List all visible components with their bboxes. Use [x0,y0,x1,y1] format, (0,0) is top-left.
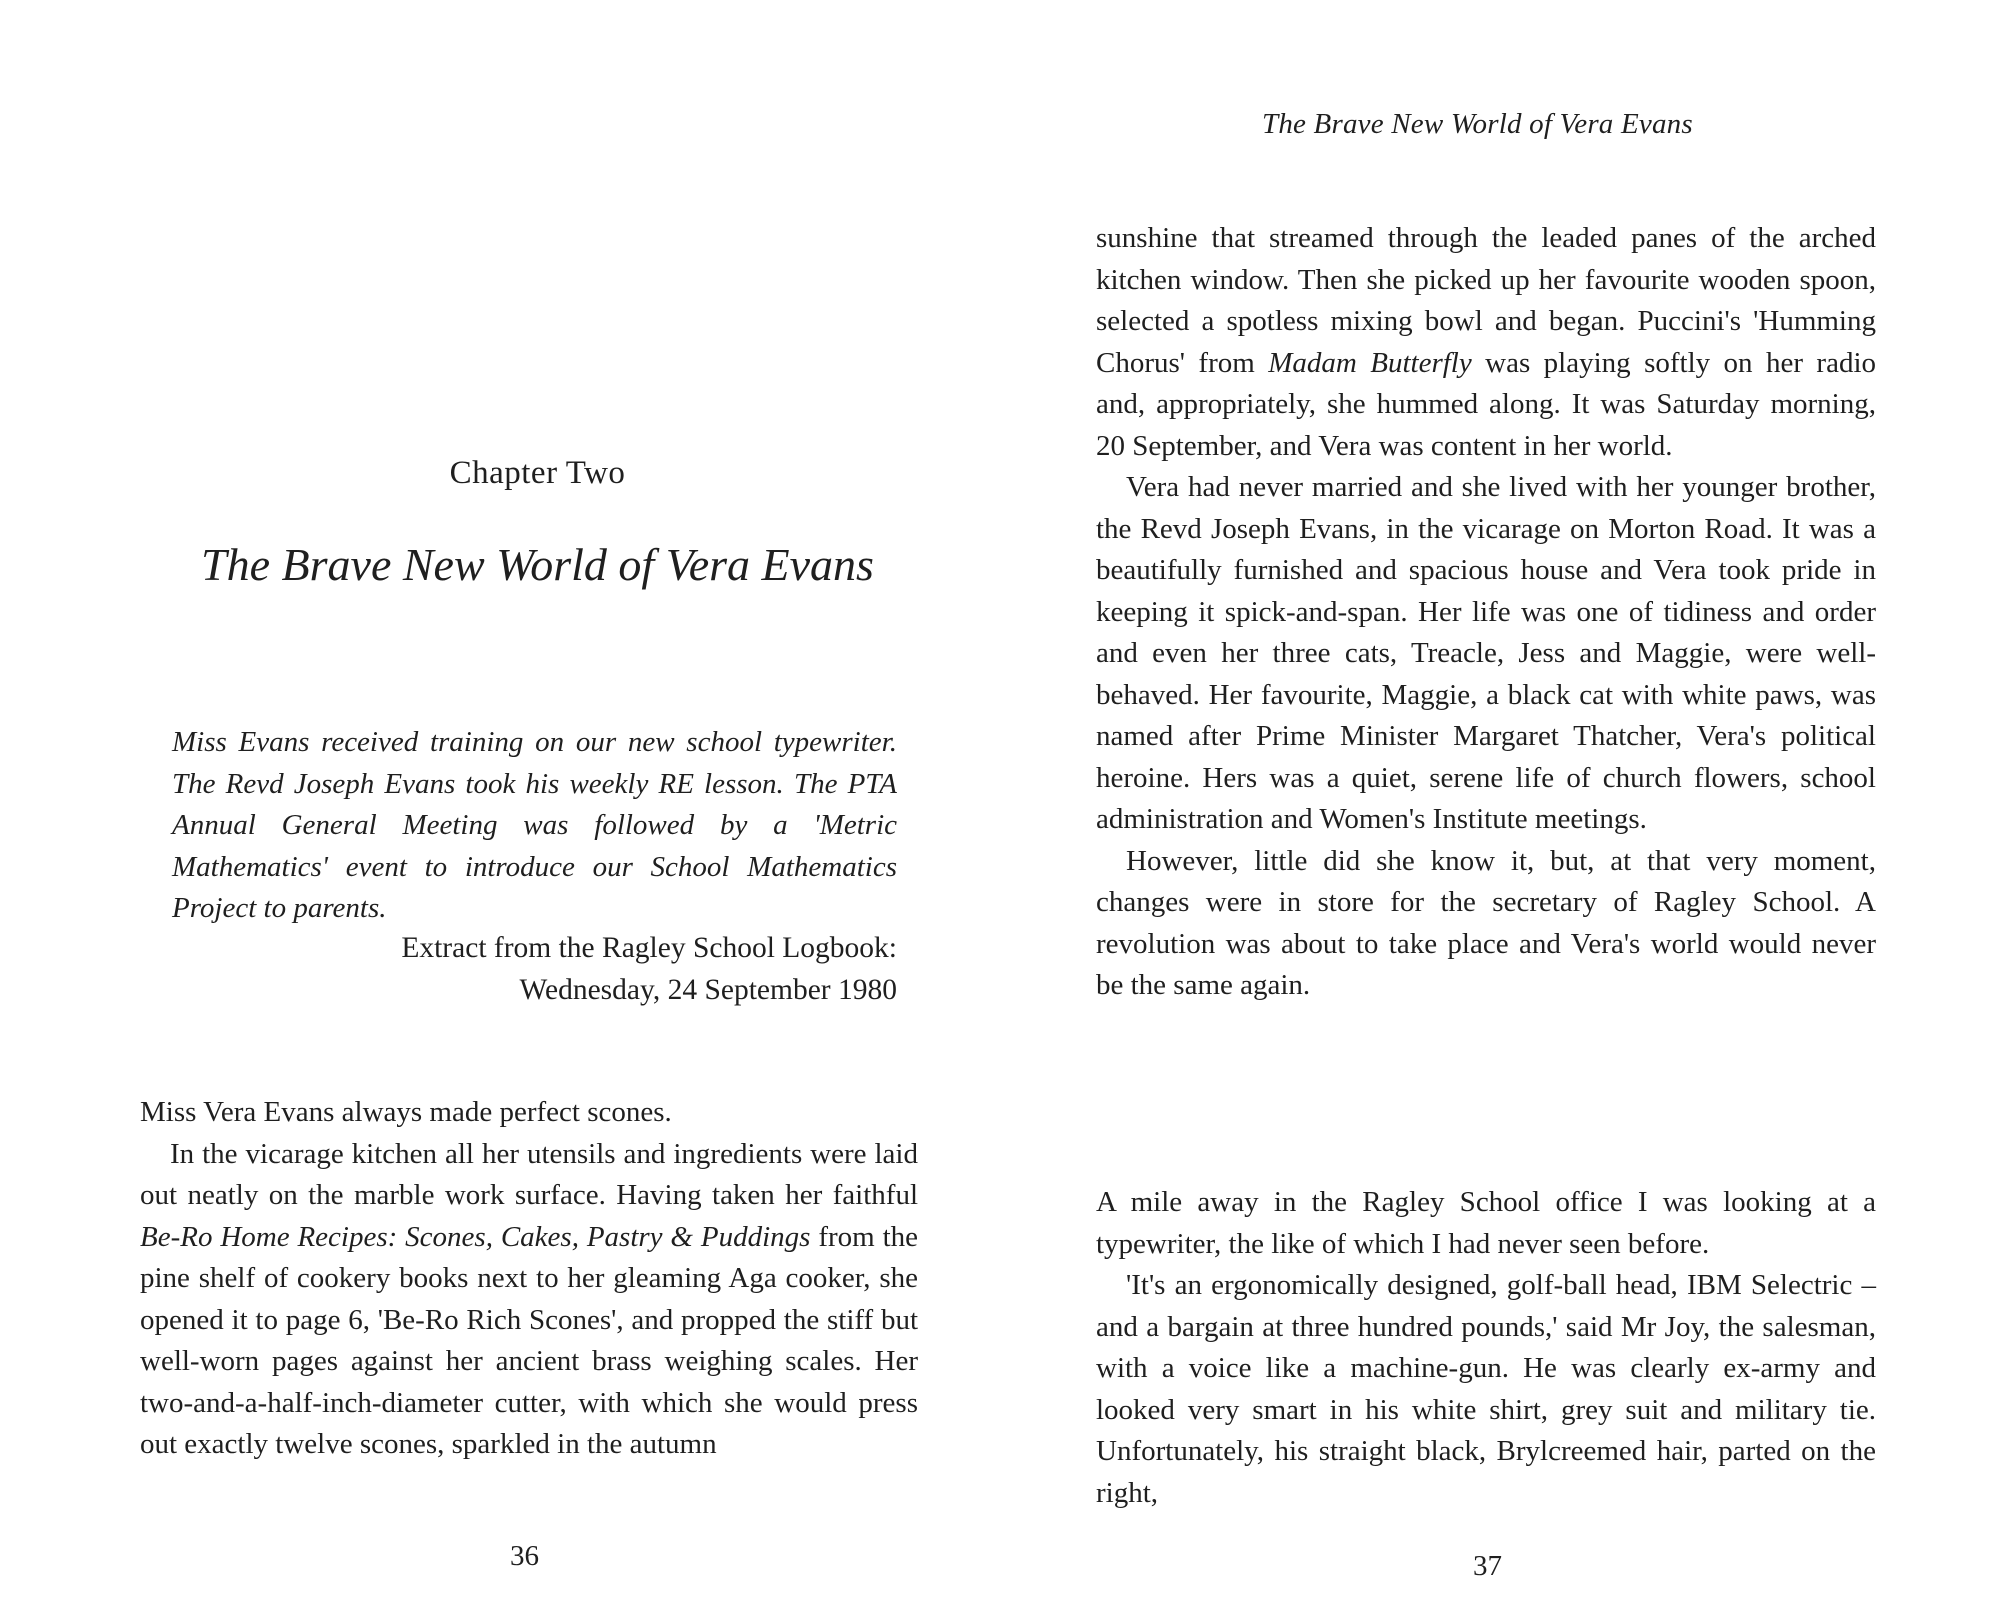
right-paragraph-4: A mile away in the Ragley School office I was looking at a typewriter, the like of which I had never seen before. [1096,1186,1876,1260]
right-paragraph-2: Vera had never married and she lived with her younger brother, the Revd Joseph Evans, in the vicarage on Morton Road. It was a beautifully furnished and spacious house and Vera took pride in keeping it spick-and-span. Her life was one of tidiness and order and even her three cats, Treacle, Jess and Maggie, were well-behaved. Her favourite, Maggie, a black cat with white paws, was named after Prime Minister Margaret Thatcher, Vera's political heroine. Hers was a quiet, serene life of church flowers, school administration and Women's Institute meetings. [1096,471,1876,835]
epigraph: Miss Evans received training on our new school typewriter. The Revd Joseph Evans took his weekly RE lesson. The PTA Annual General Meeting was followed by a 'Metric Mathematics' event to introduce our School Mathematics Project to parents. [172,726,897,924]
epigraph-attribution [172,928,897,1011]
left-paragraph-2-part-b: from the pine shelf of cookery books next to her gleaming Aga cooker, she opened it to page 6, 'Be-Ro Rich Scones', and propped the stiff but well-worn pages against her ancient brass weighing scales. Her two-and-a-half-inch-diameter cutter, with which she would press out exactly twelve scones, sparkled in the autumn [140,1220,918,1460]
right-paragraph-5: 'It's an ergonomically designed, golf-ball head, IBM Selectric – and a bargain at three hundred pounds,' said Mr Joy, the salesman, with a voice like a machine-gun. He was clearly ex-army and looked very smart in his white shirt, grey suit and military tie. Unfortunately, his straight black, Brylcreemed hair, parted on the right, [1096,1269,1876,1509]
right-paragraph-3: However, little did she know it, but, at that very moment, changes were in store for the secretary of Ragley School. A revolution was about to take place and Vera's world would never be the same again. [1096,844,1876,1001]
left-paragraph-1: Miss Vera Evans always made perfect scones. [140,1096,672,1128]
attribution-line-source: Extract from the Ragley School Logbook: [401,932,897,964]
opera-title-madam-butterfly: Madam Butterfly [1268,346,1472,379]
left-body-text [140,1092,918,1466]
attribution-line-date: Wednesday, 24 September 1980 [519,973,897,1006]
chapter-title: The Brave New World of Vera Evans [201,539,874,590]
running-head: The Brave New World of Vera Evans [1262,108,1693,140]
right-paragraph-1 [1096,218,1876,467]
book-title-be-ro: Be-Ro Home Recipes: Scones, Cakes, Pastry & Puddings [140,1220,811,1253]
page-number-right: 37 [1473,1550,1502,1582]
left-paragraph-2-part-a: In the vicarage kitchen all her utensils and ingredients were laid out neatly on the marble work surface. Having taken her faithful [140,1137,918,1211]
left-paragraph-2 [140,1134,918,1466]
right-paragraph-1-part-a: sunshine that streamed through the leaded panes of the arched kitchen window. Then she picked up her favourite wooden spoon, selected a spotless mixing bowl and began. Puccini's 'Humming Chorus' from [1096,222,1876,379]
right-body-text-bottom [1096,1182,1876,1514]
right-body-text-top [1096,218,1876,1007]
chapter-number: Chapter Two [449,455,626,491]
page-number-left: 36 [510,1540,539,1572]
right-paragraph-1-part-b: was playing softly on her radio and, appropriately, she hummed along. It was Saturday morning, 20 September, and Vera was content in her world. [1096,346,1877,462]
